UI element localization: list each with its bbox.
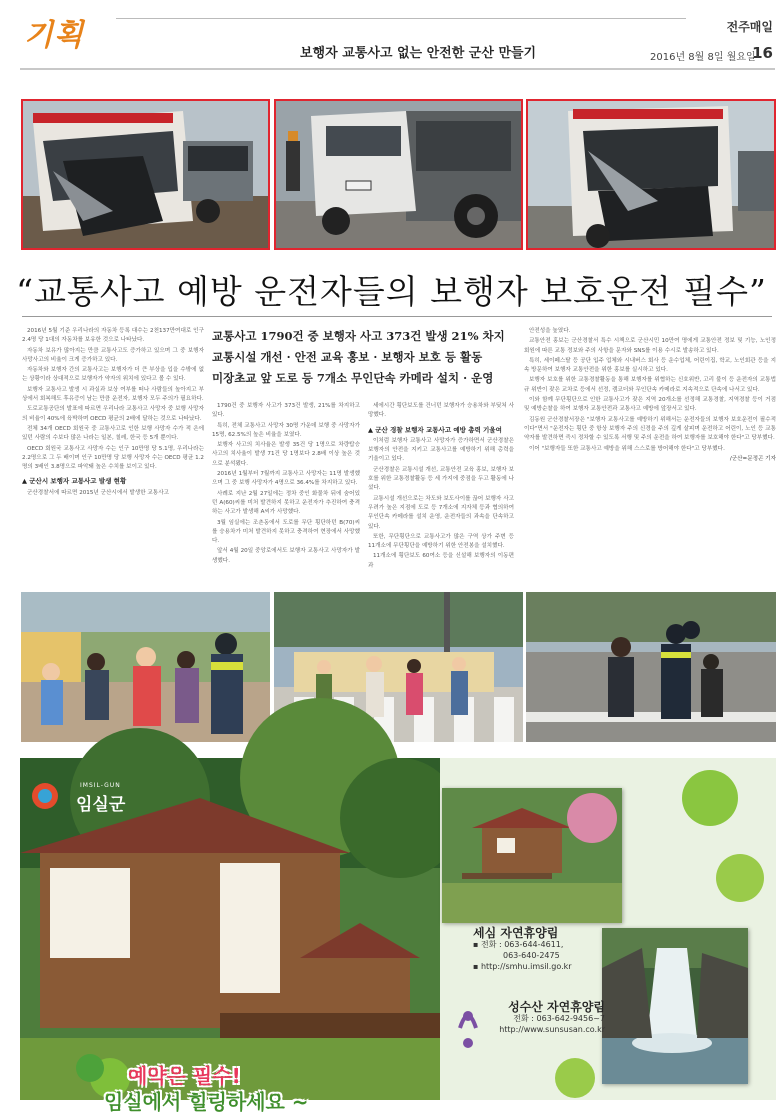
headline-rule [22, 316, 772, 317]
county-logo: 임실군 [76, 795, 126, 815]
subheading: ▲ 군산 경찰 보행자 교통사고 예방 총력 기울여 [368, 425, 502, 434]
paragraph: 11개소에 횡단보도 60여소 등을 신설해 보행자의 이동편과 [368, 553, 514, 569]
paragraph: 김동원 군산경찰서장은 "보행자 교통사고를 예방하기 위해서는 운전자들의 보행자 보호운전이 필수적이다"면서 "운전자는 횡단 중 항상 보행자 주의 신경을 주의 깊게 살피며 운전하고 어린이, 노인 등 교통약자를 발견하면 즉시 정차할 수 있도록 서행 및 주의 운전을 하여 보행자를 보호해야 한다"고 당부했다. [524, 416, 776, 442]
deck-line: 미장초교 앞 도로 등 7개소 무인단속 카메라 설치 · 운영 [212, 371, 494, 385]
forest-url[interactable]: ▪ http://smhu.imsil.go.kr [473, 962, 572, 971]
paragraph: 사례로 지난 2월 27일에는 정차 중인 화물차 뒤에 숨어있던 A(60)씨를 미처 발견하지 못하고 운전자가 추진하여 충격하는 사고가 발생해 A씨가 사망했다. [212, 490, 360, 516]
byline: /군산=문정곤 기자 [729, 455, 776, 462]
section-kicker: 기획 [24, 18, 84, 53]
paragraph: 자동차 보유가 많아지는 만큼 교통사고도 증가하고 있으며 그 중 보행자 사망사고의 비율이 크게 증가하고 있다. [22, 347, 204, 363]
article-deck [212, 326, 512, 389]
paragraph: 앞서 4월 20일 중앙로에서도 보행자 교통사고 사망자가 발생했다. [212, 548, 360, 564]
article-column-4 [524, 327, 776, 465]
section-title: 보행자 교통사고 없는 안전한 군산 만들기 [300, 46, 537, 61]
article-column-1 [22, 327, 204, 499]
paragraph: 세에시간 횡단보도를 건너던 보행자가 승용차와 부딪쳐 사망했다. [368, 403, 514, 419]
forest-photo-waterfall [602, 928, 748, 1084]
paragraph: OECD 회원국 교통사고 사망자 수는 인구 10만명 당 5.1명, 우리나라는 2.2명으로 그 두 배이며 인구 10만명 당 보행 사망자 수는 OECD 평균 1.2명의 3배인 3.8명으로 파악돼 높은 수치를 보이고 있다. [22, 445, 204, 471]
paragraph: 특히, 세이페스탈 등 공단 입주 업체와 시내버스 회사 등 운수업체, 어린이집, 학교, 노인회관 등을 지속 방문하여 보행자 교통안전을 위한 홍보를 실시하고 있다. [524, 357, 776, 374]
newspaper-name: 전주매일 [726, 20, 773, 34]
accident-photo-bus-front [526, 99, 776, 250]
paragraph: 2016년 1월부터 7월까지 교통사고 사망자는 11명 발생했으며 그 중 보행 사망자가 4명으로 36.4%를 차지하고 있다. [212, 471, 360, 487]
page-header [0, 0, 783, 72]
forest-phone-2: 063-640-2475 [503, 951, 560, 960]
paragraph: 안전성을 높였다. [529, 328, 571, 334]
paragraph: 특히, 전체 교통사고 사망자 30명 가운데 보행 중 사망자가 15명, 62.5%의 높은 비율을 보였다. [212, 422, 360, 438]
paragraph: 1790건 중 보행자 사고가 373건 발생, 21%를 차지하고 있다. [212, 403, 360, 419]
forest-photo-cabin [442, 788, 622, 923]
article-headline: “교통사고 예방 운전자들의 보행자 보호운전 필수” [16, 272, 767, 311]
forest-phone: 전화 : 063-642-9456~7 [513, 1014, 605, 1023]
deck-line: 교통사고 1790건 중 보행자 사고 373건 발생 21% 차지 [212, 329, 505, 343]
article-column-3 [368, 402, 514, 572]
paragraph: 도로교통공단의 발표에 따르면 우리나라 교통사고 사망자 중 보행 사망자의 비율이 40%에 육박하며 OECD 평균의 2배에 달하는 것으로 나타났다. [22, 406, 204, 422]
paragraph: 3월 임실에는 조촌동에서 도로를 무단 횡단하던 B(70)씨를 승용차가 미처 발견하지 못하고 충격하여 현장에서 사망했다. [212, 519, 360, 545]
campaign-photo-school [21, 592, 270, 742]
paragraph: 군산경찰서에 따르면 2015년 군산시에서 발생한 교통사고 [27, 489, 170, 496]
forest-name: 세심 자연휴양림 [473, 926, 559, 940]
imsil-tourism-ad [20, 758, 776, 1114]
paragraph: 이와 함께 무단횡단으로 인한 교통사고가 잦은 지역 20개소를 선정해 교통경찰, 지역경찰 등이 거점 및 예방순찰을 하여 보행자 교통안전과 교통사고 예방에 앞장서고 있다. [524, 397, 776, 413]
issue-date: 2016년 8월 8일 월요일 [650, 52, 756, 63]
forest-phone: ▪ 전화 : 063-644-4611, [473, 940, 564, 949]
paragraph: 군산경찰은 교통시설 개선, 교통안전 교육 홍보, 보행자 보호를 위한 교통경찰활동 등 세 가지에 중점을 두고 활동에 나섰다. [368, 466, 514, 492]
paragraph: 전체 34개 OECD 회원국 중 교통사고로 인한 보행 사망자 수가 적 은에 있던 사람의 수보다 많은 나라는 일본, 칠레, 한국 등 5개 뿐이다. [22, 425, 204, 442]
ad-slogan-healing: 임실에서 힐링하세요 ~ [104, 1090, 309, 1114]
header-divider [116, 18, 686, 19]
article-column-2 [212, 402, 360, 567]
forest-name: 성수산 자연휴양림 [508, 1000, 605, 1014]
paragraph: 자동차와 보행자 간의 교통사고는 보행자가 더 큰 부상을 입을 수밖에 없는 상황이라 상대적으로 보행자가 약자의 위치에 있다고 볼 수 있다. [22, 367, 204, 383]
paragraph: 교통시설 개선으로는 차도와 보도사이를 끊어 보행자 사고 우려가 높은 지점에 도로 등 7개소에 지자체 등과 협의하여 무인단속 카메라를 설치 운영, 운전자들의 과속을 단속하고 있다. [368, 495, 514, 530]
header-rule [20, 68, 775, 70]
paragraph: 2016년 5월 기준 우리나라의 자동차 등록 대수는 2천137만여대로 인구 2.4명 당 1대의 자동차를 보유한 것으로 나타났다. [22, 328, 204, 344]
paragraph: 이처럼 보행자 교통사고 사망자가 증가하면서 군산경찰은 보행자의 안전을 지키고 교통사고를 예방하기 위해 총력을 기울이고 있다. [368, 437, 514, 463]
forest-info-seongsusan [475, 1002, 605, 1035]
paragraph: 보행자 사고의 치사율은 발생 35건 당 1명으로 차량탑승 사고의 치사율이 발생 71건 당 1명보다 2.8배 이상 높은 것으로 분석됐다. [212, 442, 360, 467]
deck-line: 교통시설 개선 · 안전 교육 홍보 · 보행자 보호 등 활동 [212, 350, 483, 364]
forest-info-seshim [473, 928, 603, 972]
paragraph: 이어 "보행자들 또한 교통사고 예방을 위해 스스로를 방어해야 한다"고 당부했다. [529, 445, 725, 452]
paragraph: 또한, 무단횡단으로 교통사고가 많은 구역 상가 주변 등 11개소에 무단횡단을 예방하기 위한 안전봉을 설치했다. [368, 533, 514, 550]
campaign-photo-police [526, 592, 776, 742]
subheading: ▲ 군산시 보행자 교통사고 발생 현황 [22, 477, 127, 486]
forest-url[interactable]: http://www.sunsusan.co.kr [499, 1025, 605, 1034]
accident-photo-bus [21, 99, 270, 250]
paragraph: 교통안전 홍보는 군산경찰서 특수 시책으로 군산시민 10만여 명에게 교통안전 정보 및 기능, 노인정 회원에 따른 교통 정보와 주의 사항을 문자와 SNS를 이용 수시로 발송하고 있다. [524, 338, 776, 354]
ad-slogan-reservation: 예약은 필수! [128, 1064, 241, 1088]
paragraph: 보행자 보호를 위한 교통경찰활동을 통해 보행자를 위협하는 신호위반, 고리 불이 등 운전자의 교통법규 위반이 잦은 교차로 등에서 선정, 캠코더와 무인단속 카메라로 지속적으로 단속에 나서고 있다. [524, 377, 776, 393]
page-number: 16 [752, 44, 773, 62]
county-logo-en: IMSIL-GUN [80, 782, 121, 789]
accident-photo-suv [274, 99, 523, 250]
paragraph: 보행자 교통사고 발생 시 과실과 보상 여부를 떠나 사람들의 높아지고 부상에서 회복해도 후유증이 남는 만큼 운전자, 보행자 모두 주의가 필요하다. [22, 386, 204, 403]
